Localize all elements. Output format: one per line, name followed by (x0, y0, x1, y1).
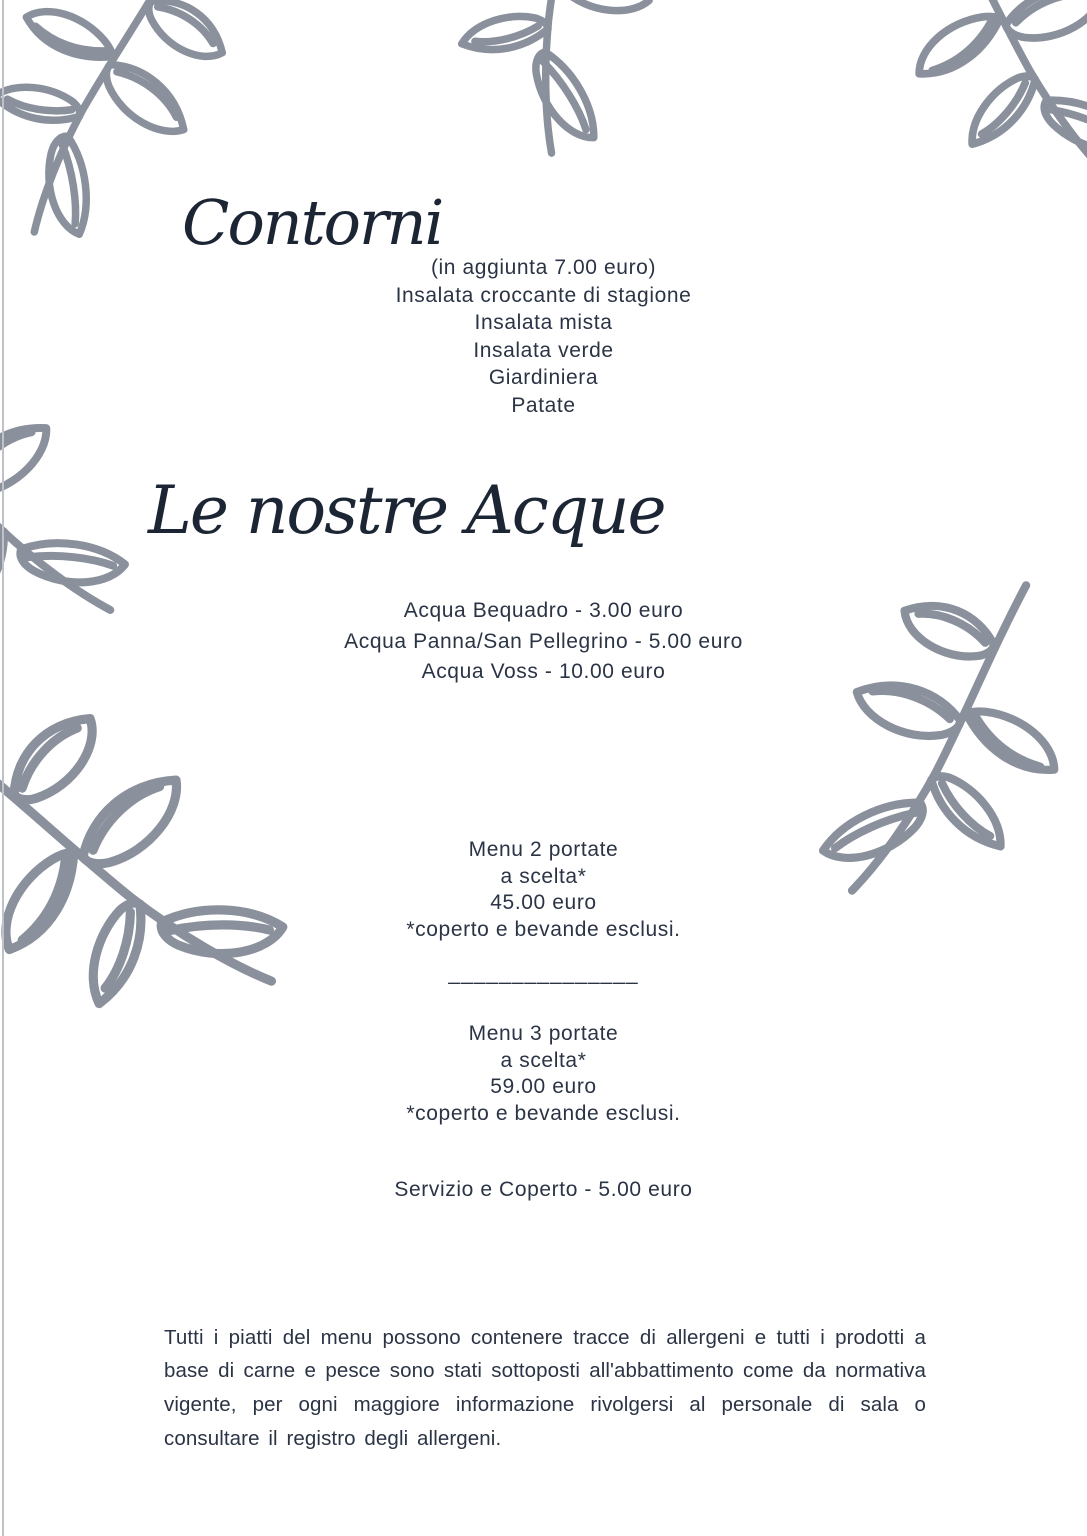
allergen-notice: Tutti i piatti del menu possono contenere tracce di allergeni e tutti i prodotti a base di carne e pesce sono stati sottoposti all'abbattimento come da normativa vigente, per ogni maggiore informazione rivolgersi al personale di sala o consultare il registro degli allergeni. (164, 1325, 926, 1450)
contorni-heading: Contorni (182, 186, 443, 259)
water-item: Acqua Bequadro - 3.00 euro (403, 599, 684, 622)
menu-offer-subtitle: a scelta* (500, 864, 587, 888)
menu-item: Insalata mista (474, 311, 613, 335)
menu-offer-note: *coperto e bevande esclusi. (406, 917, 681, 941)
menu-offer-price: 45.00 euro (490, 891, 597, 914)
water-item: Acqua Voss - 10.00 euro (421, 660, 666, 683)
menu-offer-2-portate (0, 837, 1087, 943)
menu-offer-note: *coperto e bevande esclusi. (406, 1101, 681, 1125)
menu-offer-subtitle: a scelta* (500, 1048, 587, 1072)
acque-heading: Le nostre Acque (148, 472, 665, 549)
menu-item: Patate (511, 393, 576, 417)
contorni-list (0, 254, 1087, 420)
menu-item: Insalata verde (473, 338, 614, 362)
service-charge-line: Servizio e Coperto - 5.00 euro (394, 1178, 693, 1201)
leaf-branch-icon (393, 0, 723, 176)
menu-item: Insalata croccante di stagione (395, 283, 692, 307)
menu-item: Giardiniera (488, 366, 599, 390)
water-list (0, 596, 1087, 688)
page-edge-line (2, 0, 4, 1536)
menu-offer-title: Menu 2 portate (468, 838, 619, 861)
menu-offer-3-portate (0, 1021, 1087, 1127)
leaf-branch-icon (822, 0, 1087, 240)
contorni-note: (in aggiunta 7.00 euro) (430, 256, 657, 279)
water-item: Acqua Panna/San Pellegrino - 5.00 euro (344, 629, 743, 653)
section-divider: _______________ (448, 962, 639, 985)
menu-offer-price: 59.00 euro (490, 1075, 597, 1098)
menu-offer-title: Menu 3 portate (468, 1022, 619, 1045)
